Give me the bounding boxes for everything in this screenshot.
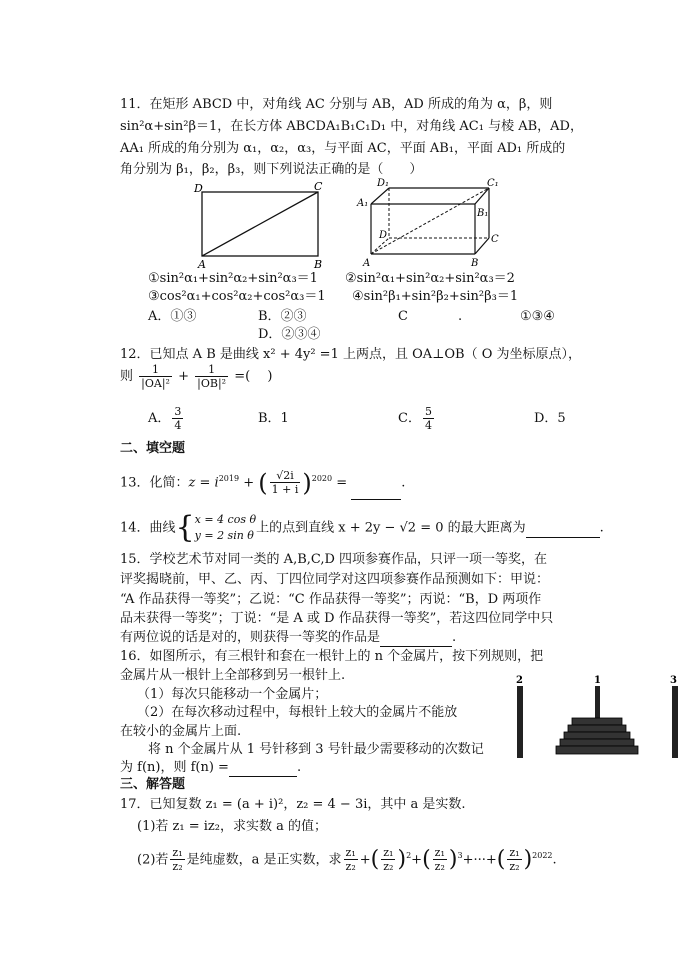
q11-statement-2: ②sin²α₁+sin²α₂+sin²α₃＝2 <box>345 271 515 286</box>
disc-1 <box>572 718 622 725</box>
q17-rparen3: ) <box>448 846 458 872</box>
q12-option-a-num: 3 <box>174 405 182 418</box>
q14-label: 14．曲线 <box>120 520 176 536</box>
q17-lparen3: ( <box>422 846 431 872</box>
q11-line3: AA₁ 所成的角分别为 α₁，α₂，α₃，与平面 AC，平面 AB₁，平面 AD₁ 所成的 <box>120 141 566 156</box>
section-fill-in-heading: 二、填空题 <box>120 441 186 456</box>
q14-sys-x: x = 4 cos θ <box>194 513 257 526</box>
q13-exp2: 2020 <box>311 474 333 483</box>
box-label-d1: D₁ <box>377 178 390 189</box>
rect-label-d: D <box>194 182 203 195</box>
rect-label-b: B <box>314 258 323 270</box>
q12-option-a-frac <box>172 405 183 432</box>
q13-answer-blank[interactable] <box>351 481 401 500</box>
q14-line <box>120 508 604 549</box>
section-solve-heading: 三、解答题 <box>120 777 186 792</box>
q13-frac-num: √2i <box>270 469 301 483</box>
q13-z: z = i <box>188 475 219 491</box>
box-label-c: C <box>491 234 499 245</box>
peg-2 <box>517 686 523 758</box>
cuboid-figure <box>355 176 505 268</box>
q16-end: . <box>296 760 302 775</box>
q12-suffix: =( ) <box>234 369 273 384</box>
q16-line2: 金属片从一根针上全部移到另一根针上. <box>120 668 346 683</box>
q17-frac-d <box>433 846 447 873</box>
q17-lparen4: ( <box>496 846 506 872</box>
q13-fraction <box>270 469 301 496</box>
q15-answer-blank[interactable] <box>380 630 452 647</box>
q17-dots: +···+ <box>462 852 497 868</box>
q12-option-a-label: A． <box>148 411 171 426</box>
disc-2 <box>568 725 626 732</box>
q11-line1: 11．在矩形 ABCD 中，对角线 AC 分别与 AB，AD 所成的角为 α，β，则 <box>120 97 553 112</box>
q17-frac-c <box>381 846 395 873</box>
q14-end: . <box>599 520 604 536</box>
q17-plus2: + <box>411 852 423 868</box>
q17-frac-d-den: z₂ <box>434 860 445 874</box>
hanoi-figure <box>508 672 688 762</box>
disc-3 <box>564 732 630 739</box>
q17-frac-b <box>344 846 358 873</box>
q14-answer-blank[interactable] <box>526 519 600 538</box>
q11-option-b: B．②③ <box>258 309 307 324</box>
q16-line7 <box>120 759 301 777</box>
q15-line4: 品未获得一等奖”；丁说：“是 A 或 D 作品获得一等奖”，若这四位同学中只 <box>120 611 554 626</box>
q12-frac2-den: |OB|² <box>197 377 227 390</box>
q16-answer-blank[interactable] <box>229 760 297 777</box>
rectangle-figure <box>190 182 330 270</box>
q12-option-c-den: 4 <box>424 419 432 432</box>
q11-statement-4: ④sin²β₁+sin²β₂+sin²β₃＝1 <box>352 289 519 304</box>
q17-exp2: 2 <box>406 851 412 860</box>
peg-3 <box>672 686 678 758</box>
q16-line5: 在较小的金属片上面. <box>120 724 242 739</box>
q17-exp3: 3 <box>457 851 463 860</box>
q11-line4: 角分别为 β₁，β₂，β₃，则下列说法正确的是（ ） <box>120 162 423 177</box>
q12-option-c-label: C． <box>398 411 421 426</box>
q17-frac-a-num: z₁ <box>172 846 183 860</box>
q16-line6: 将 n 个金属片从 1 号针移到 3 号针最少需要移动的次数记 <box>148 742 484 757</box>
q12-frac1-den: |OA|² <box>141 377 170 390</box>
box-label-a1: A₁ <box>357 198 369 209</box>
q12-fraction-oa <box>139 363 172 390</box>
q11-option-c: C <box>398 309 408 324</box>
box-label-b: B <box>471 258 479 268</box>
q12-option-a-den: 4 <box>174 419 182 432</box>
rect-label-c: C <box>314 182 323 193</box>
q12-option-b: B．1 <box>258 411 289 426</box>
q17-frac-a <box>170 846 184 873</box>
rect-label-a: A <box>198 258 206 270</box>
q17-rparen4: ) <box>523 846 533 872</box>
peg-label-3: 3 <box>670 675 677 686</box>
q17-lparen2: ( <box>370 846 380 872</box>
q16-rule2: （2）在每次移动过程中，每根针上较大的金属片不能放 <box>137 705 458 720</box>
q16-line7-text: 为 f(n)，则 f(n) = <box>120 760 229 775</box>
q12-fraction-ob <box>195 363 228 390</box>
q14-brace: { <box>175 510 195 545</box>
q14-rest: 上的点到直线 x + 2y − √2 = 0 的最大距离为 <box>256 520 526 536</box>
q13-line <box>120 462 405 500</box>
q13-frac-den: 1 + i <box>271 483 299 497</box>
q14-sys-y: y = 2 sin θ <box>194 529 254 542</box>
q13-exp1: 2019 <box>218 474 240 483</box>
q17-rparen2: ) <box>397 846 407 872</box>
q17-end: . <box>552 852 557 868</box>
q15-line3: “A 作品获得一等奖”；乙说：“C 作品获得一等奖”；丙说：“B，D 两项作 <box>120 592 542 607</box>
box-label-d: D <box>379 230 388 241</box>
q13-label: 13．化简： <box>120 475 189 491</box>
disc-5 <box>556 746 638 754</box>
q17-part2-pre: (2)若 <box>137 852 169 868</box>
q17-line1: 17．已知复数 z₁ = (a + i)²，z₂ = 4 − 3i，其中 a 是实数. <box>120 797 466 812</box>
q17-frac-e-den: z₂ <box>509 860 520 874</box>
q12-option-c-num: 5 <box>424 405 432 418</box>
q12-expression <box>120 362 272 392</box>
q15-line5-text: 有两位说的话是对的，则获得一等奖的作品是 <box>120 630 381 645</box>
q11-statement-1: ①sin²α₁+sin²α₂+sin²α₃＝1 <box>148 271 318 286</box>
q12-option-a <box>148 404 185 434</box>
q17-frac-e-num: z₁ <box>509 846 520 860</box>
q12-plus: + <box>178 369 189 384</box>
q13-plus: + <box>239 475 259 491</box>
q13-rparen: ) <box>302 468 312 497</box>
peg-label-1: 1 <box>594 675 601 686</box>
q11-option-a: A．①③ <box>148 309 197 324</box>
q17-frac-d-num: z₁ <box>434 846 445 860</box>
box-label-a: A <box>363 258 371 268</box>
q17-frac-c-num: z₁ <box>383 846 394 860</box>
q12-option-c-frac <box>423 405 434 432</box>
q14-system <box>195 512 256 544</box>
q17-exp2022: 2022 <box>532 851 553 860</box>
q15-line5 <box>120 629 456 647</box>
q13-lparen: ( <box>258 468 268 497</box>
q15-line2: 评奖揭晓前，甲、乙、丙、丁四位同学对这四项参赛作品预测如下：甲说： <box>120 572 550 587</box>
q17-part2 <box>137 836 557 880</box>
q12-option-d: D．5 <box>534 411 566 426</box>
q17-frac-a-den: z₂ <box>172 860 183 874</box>
q17-part2-mid: 是纯虚数，a 是正实数，求 <box>186 852 342 868</box>
peg-label-2: 2 <box>516 675 523 686</box>
q11-option-d: D．②③④ <box>258 327 321 342</box>
q17-frac-e <box>507 846 521 873</box>
q11-statement-3: ③cos²α₁+cos²α₂+cos²α₃＝1 <box>148 289 326 304</box>
q12-frac2-num: 1 <box>195 363 228 377</box>
q12-frac1-num: 1 <box>139 363 172 377</box>
q11-option-c-value: ①③④ <box>520 309 555 324</box>
box-label-b1: B₁ <box>477 208 489 219</box>
disc-4 <box>560 739 634 746</box>
q12-prefix: 则 <box>120 369 134 384</box>
q17-plus1: + <box>359 852 371 868</box>
q13-eq: = <box>332 475 352 491</box>
q17-frac-c-den: z₂ <box>383 860 394 874</box>
q15-end: . <box>452 630 457 645</box>
q11-line2: sin²α+sin²β＝1，在长方体 ABCDA₁B₁C₁D₁ 中，对角线 AC₁ 与棱 AB，AD， <box>120 119 583 134</box>
q11-option-c-dot: . <box>458 309 463 324</box>
box-label-c1: C₁ <box>487 178 499 189</box>
q15-line1: 15．学校艺术节对同一类的 A,B,C,D 四项参赛作品，只评一项一等奖，在 <box>120 552 548 567</box>
q12-line1: 12．已知点 A B 是曲线 x² + 4y² =1 上两点，且 OA⊥OB（ O 为坐标原点）， <box>120 347 582 362</box>
q17-frac-b-den: z₂ <box>345 860 356 874</box>
q17-part1: (1)若 z₁ = iz₂，求实数 a 的值； <box>137 819 327 834</box>
q12-option-c <box>398 404 436 434</box>
q13-period: . <box>401 475 406 491</box>
q16-rule1: （1）每次只能移动一个金属片； <box>137 687 328 702</box>
peg-1 <box>595 686 600 718</box>
q17-frac-b-num: z₁ <box>345 846 356 860</box>
q16-line1: 16．如图所示，有三根针和套在一根针上的 n 个金属片，按下列规则，把 <box>120 649 544 664</box>
